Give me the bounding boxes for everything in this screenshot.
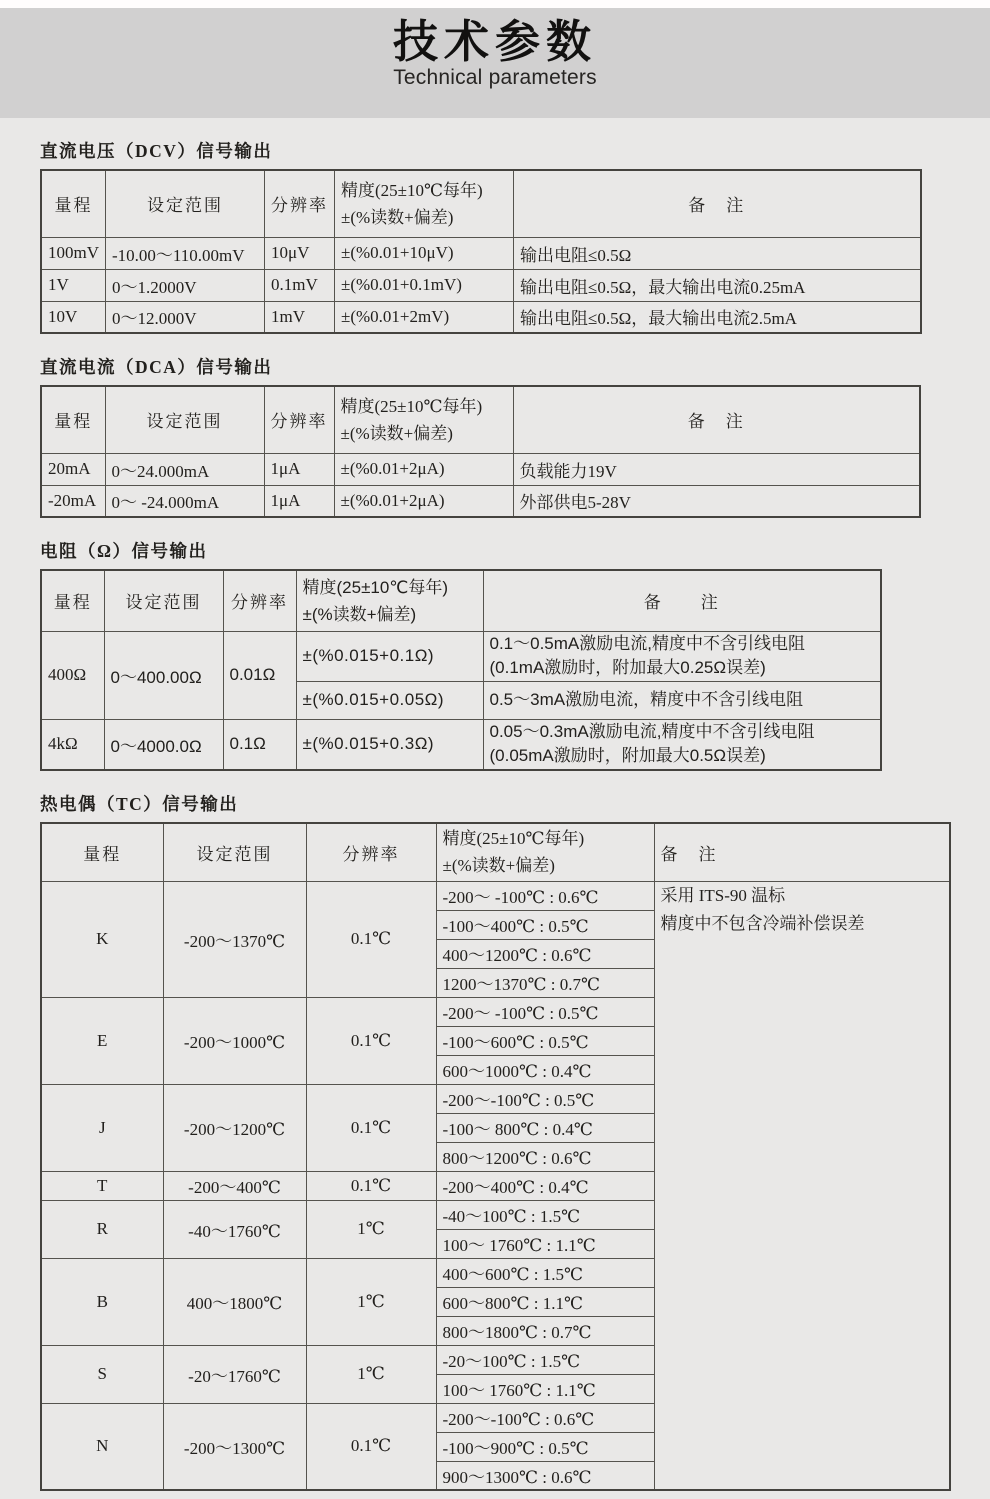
- ohm-range: 400Ω: [41, 631, 104, 719]
- tc-header-accuracy-line2: ±(%读数+偏差): [442, 856, 555, 876]
- tc-note-line2: 精度中不包含冷端补偿误差: [660, 913, 865, 933]
- top-strip: [0, 0, 990, 8]
- tc-set-J: -200～1200℃: [163, 1084, 306, 1171]
- tc-range-E: E: [41, 997, 163, 1084]
- tc-header-note: 备 注: [654, 823, 950, 881]
- dcv-note: 输出电阻≤0.5Ω，最大输出电流2.5mA: [514, 301, 921, 333]
- tc-acc: -200～-100℃ : 0.5℃: [436, 1084, 654, 1113]
- ohm-header-set: 设定范围: [104, 570, 223, 631]
- dcv-header-accuracy-line1: 精度(25±10℃每年): [341, 180, 483, 200]
- ohm-res: 0.01Ω: [223, 631, 296, 719]
- tc-acc: 600～1000℃ : 0.4℃: [436, 1055, 654, 1084]
- tc-acc: -200～ -100℃ : 0.5℃: [436, 997, 654, 1026]
- tc-range-B: B: [41, 1258, 163, 1345]
- tc-range-S: S: [41, 1345, 163, 1403]
- tc-acc: 100～ 1760℃ : 1.1℃: [436, 1229, 654, 1258]
- ohm-header-accuracy-line1: 精度(25±10℃每年): [302, 577, 449, 597]
- dca-header-row: [41, 386, 920, 453]
- section-title-dca: 直流电流（DCA）信号输出: [40, 357, 273, 377]
- tc-header-row: [41, 823, 950, 881]
- tc-res-B: 1℃: [306, 1258, 436, 1345]
- dcv-table: [40, 169, 922, 334]
- tc-acc: 900～1300℃ : 0.6℃: [436, 1461, 654, 1490]
- dcv-acc: ±(%0.01+2mV): [335, 301, 514, 333]
- tc-acc: -20～100℃ : 1.5℃: [436, 1345, 654, 1374]
- ohm-header-range: 量程: [41, 570, 104, 631]
- dca-res: 1μA: [264, 453, 334, 485]
- tc-set-R: -40～1760℃: [163, 1200, 306, 1258]
- dca-header-accuracy: [334, 386, 513, 453]
- dcv-header-accuracy: [335, 170, 514, 237]
- tc-table: [40, 822, 951, 1491]
- table-row: [41, 453, 920, 485]
- dca-header-range: 量程: [41, 386, 105, 453]
- dcv-note: 输出电阻≤0.5Ω，最大输出电流0.25mA: [514, 269, 921, 301]
- tc-res-J: 0.1℃: [306, 1084, 436, 1171]
- dca-res: 1μA: [264, 485, 334, 517]
- tc-acc: 400～1200℃ : 0.6℃: [436, 939, 654, 968]
- dcv-acc: ±(%0.01+0.1mV): [335, 269, 514, 301]
- dca-set: 0～ -24.000mA: [105, 485, 264, 517]
- ohm-acc: ±(%0.015+0.3Ω): [296, 719, 483, 770]
- table-row: [41, 719, 881, 770]
- dca-table: [40, 385, 921, 518]
- tc-acc: -100～600℃ : 0.5℃: [436, 1026, 654, 1055]
- tc-note: [654, 881, 950, 1490]
- dcv-note: 输出电阻≤0.5Ω: [514, 237, 921, 269]
- tc-acc: -200～400℃ : 0.4℃: [436, 1171, 654, 1200]
- ohm-header-accuracy-line2: ±(%读数+偏差): [302, 604, 417, 624]
- table-row: [41, 631, 881, 681]
- ohm-range: 4kΩ: [41, 719, 104, 770]
- tc-acc: -100～400℃ : 0.5℃: [436, 910, 654, 939]
- ohm-note-line1: 0.05～0.3mA激励电流,精度中不含引线电阻: [489, 721, 815, 741]
- tc-acc: -40～100℃ : 1.5℃: [436, 1200, 654, 1229]
- tc-note-line1: 采用 ITS-90 温标: [660, 885, 786, 905]
- dca-header-set: 设定范围: [105, 386, 264, 453]
- tc-res-N: 0.1℃: [306, 1403, 436, 1490]
- dcv-set: 0～12.000V: [106, 301, 265, 333]
- dcv-header-row: [41, 170, 921, 237]
- tc-header-set: 设定范围: [163, 823, 306, 881]
- ohm-note-line2: (0.1mA激励时，附加最大0.25Ω误差): [489, 658, 766, 678]
- tc-header-accuracy-line1: 精度(25±10℃每年): [442, 829, 585, 849]
- dca-header-accuracy-line1: 精度(25±10℃每年): [340, 396, 483, 416]
- tc-set-B: 400～1800℃: [163, 1258, 306, 1345]
- tc-range-K: K: [41, 881, 163, 997]
- page-subtitle: Technical parameters: [393, 65, 597, 89]
- dcv-header-set: 设定范围: [106, 170, 265, 237]
- ohm-set: 0～4000.0Ω: [104, 719, 223, 770]
- dcv-header-range: 量程: [41, 170, 106, 237]
- dcv-header-note: 备 注: [514, 170, 921, 237]
- tc-acc: 800～1800℃ : 0.7℃: [436, 1316, 654, 1345]
- tc-res-T: 0.1℃: [306, 1171, 436, 1200]
- dcv-range: 100mV: [41, 237, 106, 269]
- dcv-set: -10.00～110.00mV: [106, 237, 265, 269]
- dca-header-res: 分辨率: [264, 386, 334, 453]
- title-banner: [0, 8, 990, 118]
- tc-range-T: T: [41, 1171, 163, 1200]
- page-title: 技术参数: [392, 16, 597, 67]
- tc-set-T: -200～400℃: [163, 1171, 306, 1200]
- ohm-acc: ±(%0.015+0.1Ω): [296, 631, 483, 681]
- dcv-header-res: 分辨率: [265, 170, 335, 237]
- dcv-res: 1mV: [265, 301, 335, 333]
- tc-header-res: 分辨率: [306, 823, 436, 881]
- section-title-dcv: 直流电压（DCV）信号输出: [40, 141, 273, 161]
- ohm-header-accuracy: [296, 570, 483, 631]
- ohm-note: [483, 719, 881, 770]
- ohm-header-row: [41, 570, 881, 631]
- ohm-note-line1: 0.5～3mA激励电流，精度中不含引线电阻: [489, 689, 804, 709]
- dcv-range: 1V: [41, 269, 106, 301]
- ohm-acc: ±(%0.015+0.05Ω): [296, 681, 483, 719]
- tc-acc: -200～ -100℃ : 0.6℃: [436, 881, 654, 910]
- ohm-header-note: 备 注: [483, 570, 881, 631]
- dca-header-note: 备 注: [513, 386, 920, 453]
- ohm-header-res: 分辨率: [223, 570, 296, 631]
- dca-acc: ±(%0.01+2μA): [334, 453, 513, 485]
- dcv-range: 10V: [41, 301, 106, 333]
- dca-note: 外部供电5-28V: [513, 485, 920, 517]
- ohm-table: [40, 569, 882, 771]
- tc-range-N: N: [41, 1403, 163, 1490]
- table-row: [41, 301, 921, 333]
- dcv-res: 0.1mV: [265, 269, 335, 301]
- tc-set-K: -200～1370℃: [163, 881, 306, 997]
- dca-range: -20mA: [41, 485, 105, 517]
- tc-set-N: -200～1300℃: [163, 1403, 306, 1490]
- table-row: [41, 881, 950, 910]
- tc-acc: -100～900℃ : 0.5℃: [436, 1432, 654, 1461]
- ohm-set: 0～400.00Ω: [104, 631, 223, 719]
- tc-res-S: 1℃: [306, 1345, 436, 1403]
- dcv-header-accuracy-line2: ±(%读数+偏差): [341, 207, 454, 227]
- tc-header-range: 量程: [41, 823, 163, 881]
- tc-acc: 1200～1370℃ : 0.7℃: [436, 968, 654, 997]
- section-title-ohm: 电阻（Ω）信号输出: [40, 541, 208, 561]
- tc-res-K: 0.1℃: [306, 881, 436, 997]
- dcv-res: 10μV: [265, 237, 335, 269]
- dcv-set: 0～1.2000V: [106, 269, 265, 301]
- tc-res-R: 1℃: [306, 1200, 436, 1258]
- tc-res-E: 0.1℃: [306, 997, 436, 1084]
- table-row: [41, 237, 921, 269]
- tc-acc: 800～1200℃ : 0.6℃: [436, 1142, 654, 1171]
- tc-set-S: -20～1760℃: [163, 1345, 306, 1403]
- dca-set: 0～24.000mA: [105, 453, 264, 485]
- dcv-acc: ±(%0.01+10μV): [335, 237, 514, 269]
- table-row: [41, 269, 921, 301]
- ohm-note: [483, 631, 881, 681]
- dca-acc: ±(%0.01+2μA): [334, 485, 513, 517]
- ohm-note: [483, 681, 881, 719]
- table-row: [41, 485, 920, 517]
- ohm-res: 0.1Ω: [223, 719, 296, 770]
- tc-range-R: R: [41, 1200, 163, 1258]
- tc-range-J: J: [41, 1084, 163, 1171]
- tc-acc: -200～-100℃ : 0.6℃: [436, 1403, 654, 1432]
- ohm-note-line1: 0.1～0.5mA激励电流,精度中不含引线电阻: [489, 633, 805, 653]
- tc-set-E: -200～1000℃: [163, 997, 306, 1084]
- tc-acc: 600～800℃ : 1.1℃: [436, 1287, 654, 1316]
- dca-header-accuracy-line2: ±(%读数+偏差): [340, 423, 453, 443]
- tc-acc: -100～ 800℃ : 0.4℃: [436, 1113, 654, 1142]
- ohm-note-line2: (0.05mA激励时，附加最大0.5Ω误差): [489, 746, 766, 766]
- section-title-tc: 热电偶（TC）信号输出: [40, 794, 239, 815]
- tc-acc: 100～ 1760℃ : 1.1℃: [436, 1374, 654, 1403]
- dca-range: 20mA: [41, 453, 105, 485]
- tc-header-accuracy: [436, 823, 654, 881]
- dca-note: 负载能力19V: [513, 453, 920, 485]
- tc-acc: 400～600℃ : 1.5℃: [436, 1258, 654, 1287]
